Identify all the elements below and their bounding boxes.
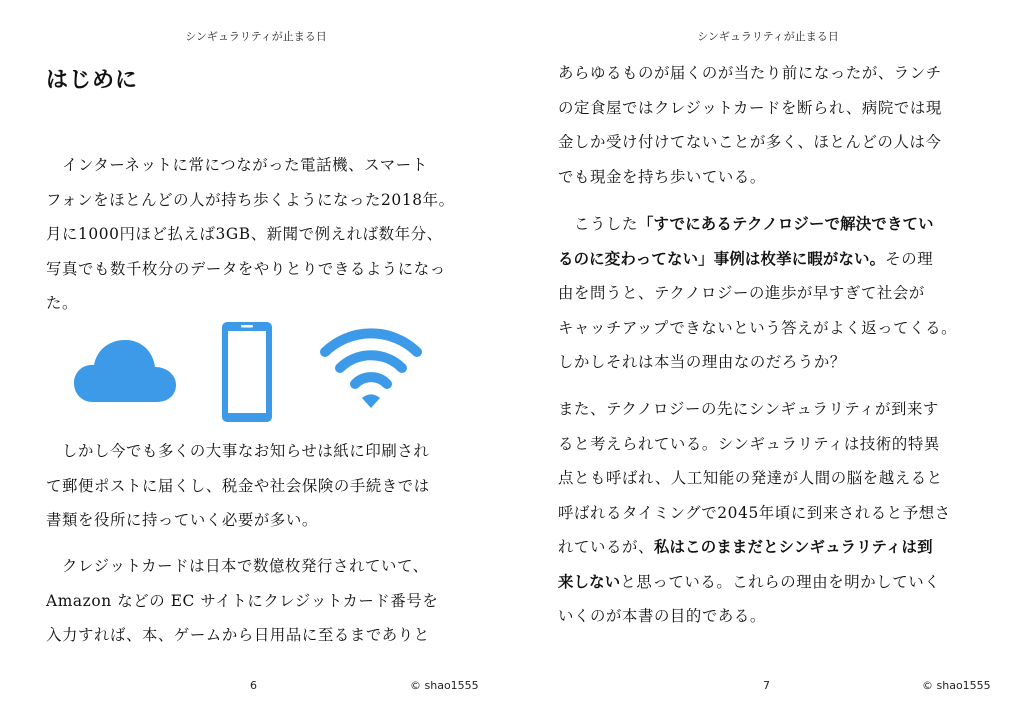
text-line: キャッチアップできないという答えがよく返ってくる。 — [558, 318, 958, 337]
cloud-icon — [73, 338, 177, 404]
paragraph — [558, 56, 990, 194]
text-run: こうした — [574, 215, 638, 233]
text-line: の定食屋ではクレジットカードを断られ、病院では現 — [558, 98, 942, 117]
right-page — [512, 0, 1024, 724]
text-line: あらゆるものが届くのが当たり前になったが、ランチ — [558, 64, 942, 82]
text-line: 由を問うと、テクノロジーの進歩が早すぎて社会が — [558, 284, 925, 302]
paragraph — [46, 434, 476, 538]
text-line: 金しか受け付けてないことが多く、ほとんどの人は今 — [558, 133, 942, 151]
chapter-title: はじめに — [46, 68, 139, 93]
text-line: でも現金を持ち歩いている。 — [558, 167, 766, 186]
text-line — [558, 565, 990, 600]
text-line: クレジットカードは日本で数億枚発行されていて、 — [62, 557, 429, 575]
copyright-notice: © shao1555 — [922, 679, 991, 692]
text-line: 書類を役所に持っていく必要が多い。 — [46, 511, 318, 529]
text-line: 呼ばれるタイミングで2045年頃に到来されると予想さ — [558, 503, 951, 522]
text-run: と思っている。これらの理由を明かしていく — [620, 572, 941, 591]
text-run: れているが、 — [558, 538, 654, 556]
text-line: しかしそれは本当の理由なのだろうか？ — [558, 353, 846, 371]
text-line: また、テクノロジーの先にシンギュラリティが到来す — [558, 400, 939, 418]
text-run: その理 — [885, 249, 934, 268]
text-line: 点とも呼ばれ、人工知能の発達が人間の脳を越えると — [558, 469, 943, 487]
paragraph — [558, 392, 990, 634]
text-line: 写真でも数千枚分のデータをやりとりできるようになっ — [46, 259, 446, 278]
text-line — [558, 207, 990, 242]
text-line — [558, 242, 990, 277]
text-line: フォンをほとんどの人が持ち歩くようになった2018年。 — [46, 190, 455, 209]
wifi-icon — [320, 324, 422, 410]
text-line: た。 — [46, 294, 78, 312]
text-line: 入力すれば、本、ゲームから日用品に至るまでありと — [46, 626, 430, 644]
running-head: シンギュラリティが止まる日 — [697, 30, 839, 43]
page-number: 6 — [250, 679, 257, 692]
paragraph — [46, 549, 476, 653]
text-line — [558, 530, 990, 565]
smartphone-icon — [220, 320, 274, 424]
page-number: 7 — [763, 679, 770, 692]
running-head: シンギュラリティが止まる日 — [185, 30, 327, 43]
text-line: て郵便ポストに届くし、税金や社会保険の手続きでは — [46, 476, 430, 495]
paragraph — [558, 207, 990, 380]
emphasis-text: るのに変わってない」事例は枚挙に暇がない。 — [558, 249, 886, 268]
paragraph — [46, 148, 476, 321]
text-line: インターネットに常につながった電話機、スマート — [62, 156, 428, 174]
emphasis-text: 来しない — [558, 572, 621, 591]
text-line: 月に1000円ほど払えば3GB、新聞で例えれば数年分、 — [46, 225, 443, 243]
emphasis-text: 「すでにあるテクノロジーで解決できてい — [637, 215, 934, 233]
illustration-icons — [70, 320, 430, 428]
copyright-notice: © shao1555 — [410, 679, 479, 692]
text-line: いくのが本書の目的である。 — [558, 607, 766, 625]
emphasis-text: 私はこのままだとシンギュラリティは到 — [653, 538, 933, 556]
text-line: Amazon などの EC サイトにクレジットカード番号を — [46, 591, 439, 610]
text-line: ると考えられている。シンギュラリティは技術的特異 — [558, 434, 940, 453]
text-line: しかし今でも多くの大事なお知らせは紙に印刷され — [62, 442, 430, 460]
